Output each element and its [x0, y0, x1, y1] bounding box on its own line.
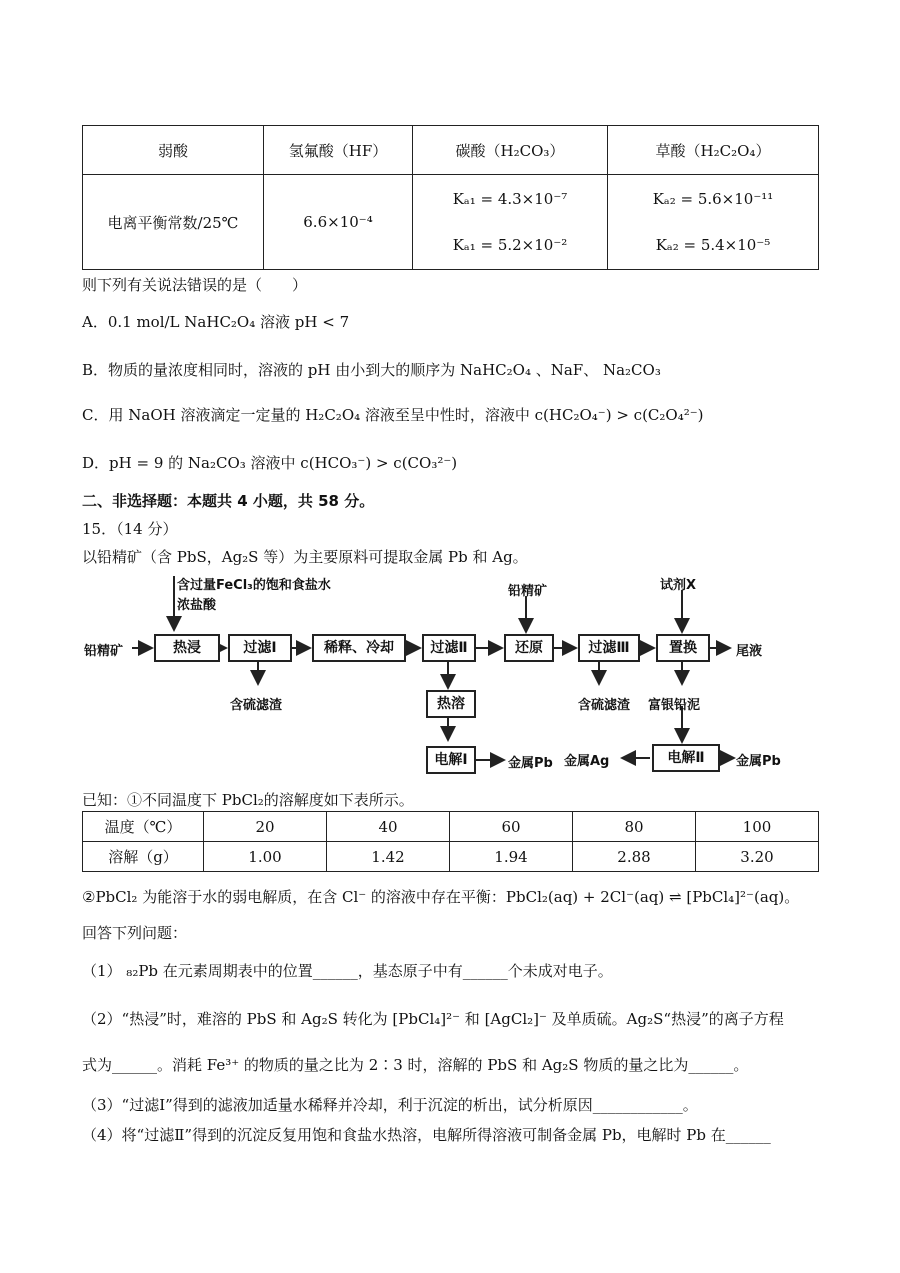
h2c2o4-constants	[608, 175, 819, 270]
q14-option-b: B．物质的量浓度相同时，溶液的 pH 由小到大的顺序为 NaHC₂O₄ 、NaF、 Na₂CO₃	[82, 361, 661, 379]
known-2: ②PbCl₂ 为能溶于水的弱电解质，在含 Cl⁻ 的溶液中存在平衡：PbCl₂(aq) + 2Cl⁻(aq) ⇌ [PbCl₄]²⁻(aq)。	[82, 888, 800, 906]
temp-value: 100	[696, 812, 819, 842]
acid-constant-table	[82, 125, 819, 270]
temp-value: 80	[573, 812, 696, 842]
temp-value: 20	[204, 812, 327, 842]
start-ore: 铅精矿	[84, 644, 124, 659]
sub-question-3: （3）“过滤Ⅰ”得到的滤液加适量水稀释并冷却，利于沉淀的析出，试分析原因____________。	[82, 1096, 698, 1114]
hf-constant: 6.6×10⁻⁴	[264, 175, 413, 270]
solubility-value: 1.94	[450, 842, 573, 872]
q14-option-a: A．0.1 mol/L NaHC₂O₄ 溶液 pH < 7	[82, 313, 350, 331]
header-weak-acid: 弱酸	[83, 126, 264, 175]
q15-intro: 以铅精矿（含 PbS，Ag₂S 等）为主要原料可提取金属 Pb 和 Ag。	[82, 548, 528, 566]
h2co3-constants	[413, 175, 608, 270]
solubility-value: 1.00	[204, 842, 327, 872]
q14-stem: 则下列有关说法错误的是（ ）	[82, 276, 308, 294]
box-electrolysis-1: 电解Ⅰ	[426, 746, 476, 774]
sub-question-2b: 式为______。消耗 Fe³⁺ 的物质的量之比为 2∶3 时，溶解的 PbS 和 Ag₂S 物质的量之比为______。	[82, 1056, 749, 1074]
temp-value: 40	[327, 812, 450, 842]
label-tail-liquid: 尾液	[736, 644, 763, 659]
answer-prompt: 回答下列问题：	[82, 924, 188, 942]
box-hot-leach: 热浸	[154, 634, 220, 662]
box-filter-3: 过滤Ⅲ	[578, 634, 640, 662]
solubility-label: 溶解（g）	[83, 842, 204, 872]
solubility-value: 2.88	[573, 842, 696, 872]
h2co3-k1: Kₐ₁ = 4.3×10⁻⁷	[452, 190, 568, 208]
section-heading: 二、非选择题：本题共 4 小题，共 58 分。	[82, 492, 375, 510]
process-flowchart	[82, 572, 802, 782]
solubility-table	[82, 811, 819, 872]
label-metal-ag: 金属Ag	[564, 754, 610, 769]
header-h2c2o4: 草酸（H₂C₂O₄）	[608, 126, 819, 175]
q14-option-c: C．用 NaOH 溶液滴定一定量的 H₂C₂O₄ 溶液至呈中性时，溶液中 c(HC₂O₄⁻) > c(C₂O₄²⁻)	[82, 406, 704, 424]
solubility-value: 1.42	[327, 842, 450, 872]
input-conc-hcl: 浓盐酸	[177, 598, 217, 613]
known-1: 已知：①不同温度下 PbCl₂的溶解度如下表所示。	[82, 791, 414, 809]
label-reagent-x: 试剂X	[660, 578, 697, 593]
box-replace: 置换	[656, 634, 710, 662]
h2co3-k2: Kₐ₁ = 5.2×10⁻²	[452, 236, 568, 254]
temp-value: 60	[450, 812, 573, 842]
h2c2o4-k1: Kₐ₂ = 5.6×10⁻¹¹	[652, 190, 774, 208]
h2c2o4-k2: Kₐ₂ = 5.4×10⁻⁵	[655, 236, 771, 254]
sub-question-4: （4）将“过滤Ⅱ”得到的沉淀反复用饱和食盐水热溶，电解所得溶液可制备金属 Pb，电解时 Pb 在______	[82, 1126, 771, 1144]
box-filter-1: 过滤Ⅰ	[228, 634, 292, 662]
sub-question-2a: （2）“热浸”时，难溶的 PbS 和 Ag₂S 转化为 [PbCl₄]²⁻ 和 [AgCl₂]⁻ 及单质硫。Ag₂S“热浸”的离子方程	[82, 1010, 784, 1028]
header-hf: 氢氟酸（HF）	[264, 126, 413, 175]
q14-option-d: D．pH = 9 的 Na₂CO₃ 溶液中 c(HCO₃⁻) > c(CO₃²⁻)	[82, 454, 458, 472]
box-hot-dissolve: 热溶	[426, 690, 476, 718]
solubility-value: 3.20	[696, 842, 819, 872]
header-h2co3: 碳酸（H₂CO₃）	[413, 126, 608, 175]
label-metal-pb-1: 金属Pb	[508, 756, 553, 771]
box-electrolysis-2: 电解Ⅱ	[652, 744, 720, 772]
label-sulfur-residue-1: 含硫滤渣	[230, 698, 283, 713]
label-silver-mud: 富银铅泥	[648, 698, 701, 713]
row-label-constant: 电离平衡常数/25℃	[83, 175, 264, 270]
label-metal-pb-2: 金属Pb	[736, 754, 781, 769]
box-filter-2: 过滤Ⅱ	[422, 634, 476, 662]
sub-question-1: （1） ₈₂Pb 在元素周期表中的位置______，基态原子中有______个未成对电子。	[82, 962, 613, 980]
box-reduce: 还原	[504, 634, 554, 662]
input-fecl3-brine: 含过量FeCl₃的饱和食盐水	[177, 578, 331, 593]
temp-label: 温度（℃）	[83, 812, 204, 842]
box-dilute-cool: 稀释、冷却	[312, 634, 406, 662]
q15-number: 15．（14 分）	[82, 520, 178, 538]
label-ore-2: 铅精矿	[508, 584, 548, 599]
label-sulfur-residue-2: 含硫滤渣	[578, 698, 631, 713]
